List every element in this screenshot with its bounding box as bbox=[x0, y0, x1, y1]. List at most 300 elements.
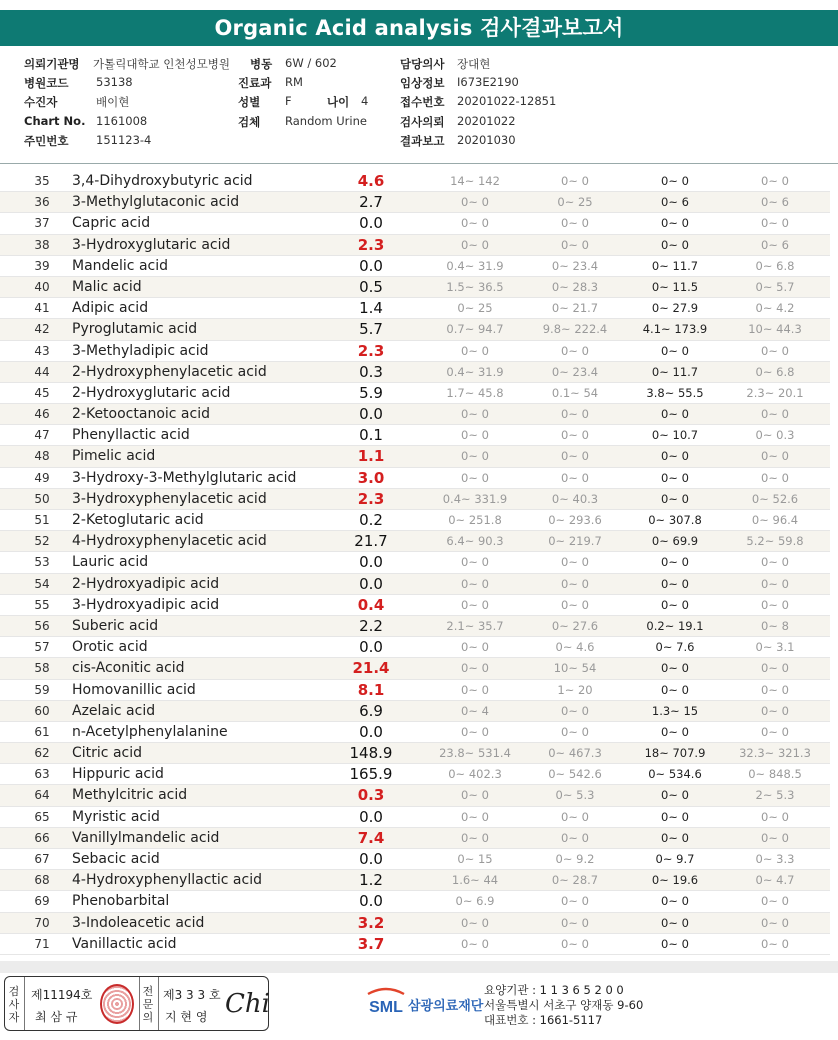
analyte-name: 3-Methylglutaconic acid bbox=[72, 194, 240, 211]
analyte-name: Capric acid bbox=[72, 215, 151, 232]
result-row bbox=[0, 192, 830, 213]
reference-range-1: 0~ 251.8 bbox=[448, 513, 502, 527]
reference-range-2: 0~ 28.7 bbox=[551, 873, 599, 888]
analyte-number: 43 bbox=[34, 343, 50, 358]
analyte-name: Homovanillic acid bbox=[72, 681, 196, 698]
analyte-number: 54 bbox=[34, 576, 50, 591]
result-row bbox=[0, 870, 830, 891]
reference-range-3: 1.3~ 15 bbox=[651, 703, 699, 718]
reference-range-1: 0~ 0 bbox=[461, 195, 489, 210]
reference-range-4: 0~ 6 bbox=[761, 237, 789, 252]
reference-range-4: 0~ 0 bbox=[761, 936, 789, 951]
result-value: 1.4 bbox=[359, 299, 383, 318]
analyte-name: 3-Methyladipic acid bbox=[72, 342, 209, 359]
analyte-number: 38 bbox=[34, 237, 50, 252]
reference-range-2: 0~ 21.7 bbox=[551, 301, 599, 316]
analyte-number: 37 bbox=[34, 216, 50, 231]
reference-range-3: 0~ 0 bbox=[661, 830, 689, 845]
analyte-number: 68 bbox=[34, 873, 50, 888]
result-value: 3.0 bbox=[357, 468, 385, 487]
specimen-label: 검체 bbox=[238, 115, 261, 129]
result-row bbox=[0, 785, 830, 806]
organization-address: 서울특별시 서초구 양재동 9-60 bbox=[484, 998, 644, 1012]
handwritten-signature: Chi bbox=[225, 989, 270, 1019]
analyte-name: 2-Ketoglutaric acid bbox=[72, 512, 204, 528]
result-value: 2.3 bbox=[357, 235, 385, 254]
reference-range-1: 0~ 15 bbox=[457, 852, 493, 866]
analyte-name: Lauric acid bbox=[72, 554, 149, 571]
organization-phone: 대표번호 : 1661-5117 bbox=[484, 1013, 603, 1027]
receipt-value: 20201022-12851 bbox=[457, 94, 557, 108]
result-value: 2.7 bbox=[359, 193, 383, 212]
reference-range-2: 0~ 40.3 bbox=[551, 491, 599, 506]
analyte-number: 67 bbox=[34, 852, 50, 866]
reference-range-3: 0~ 0 bbox=[661, 470, 689, 485]
result-row bbox=[0, 637, 830, 658]
reference-range-3: 0~ 6 bbox=[661, 195, 689, 210]
signature-box bbox=[4, 976, 269, 1031]
result-row bbox=[0, 828, 830, 849]
reference-range-2: 0~ 0 bbox=[561, 936, 589, 951]
reference-range-4: 0~ 5.7 bbox=[755, 279, 795, 294]
result-value: 2.2 bbox=[359, 616, 383, 635]
reference-range-3: 0~ 0 bbox=[661, 407, 689, 422]
analyte-name: Adipic acid bbox=[72, 300, 149, 317]
reference-range-4: 0~ 4.7 bbox=[755, 873, 795, 888]
reference-range-3: 0~ 27.9 bbox=[651, 301, 699, 316]
reference-range-1: 0~ 0 bbox=[461, 936, 489, 951]
analyte-name: 3-Hydroxy-3-Methylglutaric acid bbox=[72, 469, 297, 486]
reference-range-2: 0~ 23.4 bbox=[551, 258, 599, 273]
reference-range-2: 0~ 25 bbox=[557, 195, 593, 210]
reference-range-3: 0~ 19.6 bbox=[651, 873, 699, 888]
reference-range-4: 0~ 6.8 bbox=[755, 258, 795, 273]
doctor-value: 장대현 bbox=[457, 57, 491, 71]
analyte-name: cis-Aconitic acid bbox=[72, 660, 185, 677]
reference-range-3: 0~ 0 bbox=[661, 682, 689, 697]
reference-range-1: 0~ 0 bbox=[461, 237, 489, 252]
department-label: 진료과 bbox=[238, 76, 272, 90]
doctor-label: 담당의사 bbox=[400, 57, 445, 71]
reference-range-3: 0~ 0 bbox=[661, 724, 689, 739]
result-value: 5.7 bbox=[359, 320, 383, 339]
reference-range-4: 0~ 4.2 bbox=[755, 301, 795, 316]
reference-range-4: 0~ 0 bbox=[761, 216, 789, 231]
analyte-number: 45 bbox=[34, 385, 50, 400]
reference-range-2: 0~ 0 bbox=[561, 894, 589, 909]
reference-range-3: 0~ 69.9 bbox=[651, 534, 699, 549]
request-date-label: 검사의뢰 bbox=[400, 115, 445, 129]
specialist-label: 전문의 bbox=[142, 985, 154, 1024]
result-row bbox=[0, 213, 830, 234]
result-value: 0.0 bbox=[359, 722, 383, 741]
reference-range-4: 0~ 0 bbox=[761, 915, 789, 930]
report-date-value: 20201030 bbox=[457, 133, 516, 147]
reference-range-1: 0~ 0 bbox=[461, 809, 489, 824]
reference-range-2: 0~ 0 bbox=[561, 470, 589, 485]
reference-range-3: 0~ 0 bbox=[661, 491, 689, 506]
info-divider bbox=[0, 163, 838, 164]
analyte-name: Methylcitric acid bbox=[72, 787, 188, 804]
reference-range-1: 0~ 0 bbox=[461, 343, 489, 358]
analyte-number: 49 bbox=[34, 470, 50, 485]
reference-range-3: 0~ 11.7 bbox=[651, 364, 699, 379]
analyte-name: Azelaic acid bbox=[72, 702, 156, 719]
analyte-number: 51 bbox=[34, 513, 50, 527]
analyte-number: 64 bbox=[34, 788, 50, 803]
analyte-number: 40 bbox=[34, 279, 50, 294]
result-value: 0.0 bbox=[359, 638, 383, 657]
reference-range-3: 0~ 11.5 bbox=[651, 279, 699, 294]
analyte-name: 3-Hydroxyglutaric acid bbox=[72, 236, 231, 253]
department-value: RM bbox=[285, 75, 303, 89]
result-row bbox=[0, 425, 830, 446]
analyte-name: 4-Hydroxyphenylacetic acid bbox=[72, 533, 267, 550]
analyte-name: Phenobarbital bbox=[72, 893, 170, 910]
analyte-number: 35 bbox=[34, 174, 50, 188]
reference-range-3: 0~ 0 bbox=[661, 174, 689, 188]
reference-range-1: 0~ 0 bbox=[461, 724, 489, 739]
reference-range-1: 0~ 0 bbox=[461, 597, 489, 612]
reference-range-2: 0~ 0 bbox=[561, 216, 589, 231]
reference-range-1: 0~ 6.9 bbox=[455, 894, 495, 909]
reference-range-2: 0~ 0 bbox=[561, 343, 589, 358]
reference-range-3: 0.2~ 19.1 bbox=[646, 618, 704, 633]
patient-label: 수진자 bbox=[24, 95, 58, 109]
analyte-number: 44 bbox=[34, 364, 50, 379]
reference-range-2: 0~ 0 bbox=[561, 407, 589, 422]
result-row bbox=[0, 362, 830, 383]
result-row bbox=[0, 235, 830, 256]
analyte-number: 46 bbox=[34, 407, 50, 422]
result-value: 0.0 bbox=[359, 405, 383, 424]
result-row bbox=[0, 595, 830, 616]
reference-range-2: 0~ 0 bbox=[561, 555, 589, 570]
reference-range-3: 4.1~ 173.9 bbox=[642, 322, 708, 337]
resident-id-value: 151123-4 bbox=[96, 133, 152, 147]
reference-range-1: 2.1~ 35.7 bbox=[446, 618, 504, 633]
reference-range-2: 0~ 0 bbox=[561, 724, 589, 739]
reference-range-1: 0~ 0 bbox=[461, 449, 489, 464]
analyte-number: 71 bbox=[34, 936, 50, 951]
result-value: 0.3 bbox=[357, 786, 385, 805]
result-value: 1.2 bbox=[359, 871, 383, 890]
reference-range-3: 0~ 11.7 bbox=[651, 258, 699, 273]
result-row bbox=[0, 743, 830, 764]
hospital-code-value: 53138 bbox=[96, 75, 133, 89]
result-row bbox=[0, 934, 830, 955]
analyte-name: Myristic acid bbox=[72, 808, 160, 825]
reference-range-2: 0~ 467.3 bbox=[548, 746, 602, 761]
analyte-number: 57 bbox=[34, 640, 50, 655]
request-date-value: 20201022 bbox=[457, 114, 516, 128]
specimen-value: Random Urine bbox=[285, 114, 367, 128]
result-value: 4.6 bbox=[357, 172, 385, 190]
result-row bbox=[0, 171, 830, 192]
reference-range-4: 0~ 848.5 bbox=[748, 767, 802, 782]
reference-range-3: 0~ 0 bbox=[661, 597, 689, 612]
analyte-name: 2-Ketooctanoic acid bbox=[72, 406, 210, 423]
reference-range-4: 0~ 0 bbox=[761, 174, 789, 188]
reference-range-1: 14~ 142 bbox=[450, 174, 500, 188]
analyte-name: Vanillactic acid bbox=[72, 935, 177, 952]
analyte-name: Citric acid bbox=[72, 745, 142, 762]
reference-range-3: 0~ 0 bbox=[661, 661, 689, 676]
analyte-number: 47 bbox=[34, 428, 50, 443]
analyte-name: Phenyllactic acid bbox=[72, 427, 190, 444]
result-value: 0.4 bbox=[357, 595, 385, 614]
reference-range-4: 0~ 0 bbox=[761, 809, 789, 824]
result-value: 0.1 bbox=[359, 426, 383, 445]
result-row bbox=[0, 552, 830, 573]
chart-no-label: Chart No. bbox=[24, 114, 86, 128]
result-row bbox=[0, 764, 830, 785]
analyte-number: 36 bbox=[34, 195, 50, 210]
report-date-label: 결과보고 bbox=[400, 134, 445, 148]
reference-range-3: 0~ 0 bbox=[661, 216, 689, 231]
analyte-number: 42 bbox=[34, 322, 50, 337]
reference-range-4: 2.3~ 20.1 bbox=[746, 385, 804, 400]
result-value: 0.0 bbox=[359, 574, 383, 593]
reference-range-2: 1~ 20 bbox=[557, 682, 593, 697]
result-value: 8.1 bbox=[357, 680, 385, 699]
sml-logo-icon bbox=[364, 986, 408, 1016]
reference-range-1: 0~ 0 bbox=[461, 640, 489, 655]
reference-range-1: 0~ 0 bbox=[461, 428, 489, 443]
result-value: 21.7 bbox=[354, 532, 388, 551]
reference-range-1: 0~ 0 bbox=[461, 216, 489, 231]
analyte-name: Sebacic acid bbox=[72, 851, 160, 867]
analyte-number: 66 bbox=[34, 830, 50, 845]
reference-range-3: 0~ 10.7 bbox=[651, 428, 699, 443]
reference-range-1: 23.8~ 531.4 bbox=[439, 746, 511, 761]
reference-range-1: 0~ 0 bbox=[461, 830, 489, 845]
reference-range-4: 0~ 0 bbox=[761, 703, 789, 718]
analyte-number: 63 bbox=[34, 767, 50, 782]
institution-code: 요양기관 : 1 1 3 6 5 2 0 0 bbox=[484, 983, 624, 997]
analyte-name: 2-Hydroxyphenylacetic acid bbox=[72, 363, 267, 380]
reference-range-2: 0~ 0 bbox=[561, 449, 589, 464]
sex-value: F bbox=[285, 94, 292, 108]
reference-range-1: 1.7~ 45.8 bbox=[446, 385, 504, 400]
result-row bbox=[0, 913, 830, 934]
reference-range-2: 0~ 0 bbox=[561, 915, 589, 930]
reference-range-2: 0~ 27.6 bbox=[551, 618, 599, 633]
result-value: 148.9 bbox=[349, 744, 393, 763]
result-value: 0.5 bbox=[359, 277, 383, 296]
reference-range-1: 0~ 0 bbox=[461, 682, 489, 697]
analyte-name: Hippuric acid bbox=[72, 766, 164, 783]
result-value: 5.9 bbox=[359, 383, 383, 402]
reference-range-1: 0~ 0 bbox=[461, 555, 489, 570]
result-value: 0.3 bbox=[359, 362, 383, 381]
result-value: 0.0 bbox=[359, 553, 383, 572]
analyte-name: Pyroglutamic acid bbox=[72, 321, 198, 338]
reference-range-4: 0~ 0 bbox=[761, 555, 789, 570]
reference-range-2: 0~ 0 bbox=[561, 174, 589, 188]
organization-contact bbox=[484, 983, 643, 1028]
analyte-name: 2-Hydroxyglutaric acid bbox=[72, 384, 231, 401]
reference-range-1: 0.7~ 94.7 bbox=[446, 322, 504, 337]
reference-range-4: 0~ 3.3 bbox=[755, 852, 795, 866]
reference-range-4: 10~ 44.3 bbox=[748, 322, 802, 337]
reference-range-1: 0.4~ 31.9 bbox=[446, 258, 504, 273]
result-value: 1.1 bbox=[357, 447, 385, 466]
result-value: 0.0 bbox=[359, 256, 383, 275]
patient-value: 배이현 bbox=[96, 95, 130, 109]
age-value: 4 bbox=[361, 94, 369, 108]
reference-range-2: 0~ 542.6 bbox=[548, 767, 602, 782]
result-row bbox=[0, 256, 830, 277]
result-value: 2.3 bbox=[357, 489, 385, 508]
result-row bbox=[0, 510, 830, 531]
analyte-number: 61 bbox=[34, 724, 50, 739]
reference-range-1: 0~ 0 bbox=[461, 915, 489, 930]
analyte-name: Pimelic acid bbox=[72, 448, 156, 465]
reference-range-2: 0~ 0 bbox=[561, 576, 589, 591]
reference-range-2: 0~ 293.6 bbox=[548, 513, 602, 527]
analyte-name: 2-Hydroxyadipic acid bbox=[72, 575, 220, 592]
analyte-number: 55 bbox=[34, 597, 50, 612]
reference-range-2: 0~ 0 bbox=[561, 809, 589, 824]
divider bbox=[139, 977, 140, 1030]
resident-id-label: 주민번호 bbox=[24, 134, 69, 148]
specialist-number: 제3 3 3 호 bbox=[163, 988, 221, 1002]
ward-value: 6W / 602 bbox=[285, 56, 337, 70]
reference-range-4: 0~ 0 bbox=[761, 407, 789, 422]
analyte-number: 58 bbox=[34, 661, 50, 676]
reference-range-1: 1.5~ 36.5 bbox=[446, 279, 504, 294]
reference-range-3: 0~ 0 bbox=[661, 936, 689, 951]
reference-range-4: 2~ 5.3 bbox=[755, 788, 795, 803]
analyte-number: 62 bbox=[34, 746, 50, 761]
official-seal bbox=[100, 984, 134, 1024]
analyte-name: Malic acid bbox=[72, 278, 142, 295]
result-row bbox=[0, 531, 830, 552]
reference-range-3: 0~ 0 bbox=[661, 343, 689, 358]
result-row bbox=[0, 574, 830, 595]
reference-range-3: 0~ 9.7 bbox=[655, 852, 695, 866]
analyte-number: 59 bbox=[34, 682, 50, 697]
analyte-number: 50 bbox=[34, 491, 50, 506]
result-value: 0.0 bbox=[359, 850, 383, 868]
inspector-name: 최 삼 규 bbox=[35, 1010, 78, 1024]
analyte-name: 3-Hydroxyadipic acid bbox=[72, 596, 220, 613]
reference-range-1: 0.4~ 331.9 bbox=[442, 491, 508, 506]
analyte-number: 60 bbox=[34, 703, 50, 718]
reference-range-2: 0~ 0 bbox=[561, 428, 589, 443]
reference-range-4: 0~ 96.4 bbox=[751, 513, 799, 527]
hospital-code-label: 병원코드 bbox=[24, 76, 69, 90]
reference-range-2: 0.1~ 54 bbox=[551, 385, 599, 400]
reference-range-2: 0~ 0 bbox=[561, 237, 589, 252]
reference-range-3: 0~ 0 bbox=[661, 809, 689, 824]
reference-range-4: 0~ 0 bbox=[761, 470, 789, 485]
inspector-label: 검사자 bbox=[8, 985, 20, 1024]
reference-range-1: 0.4~ 31.9 bbox=[446, 364, 504, 379]
analyte-number: 41 bbox=[34, 301, 50, 316]
reference-range-2: 0~ 28.3 bbox=[551, 279, 599, 294]
result-value: 0.0 bbox=[359, 892, 383, 911]
result-row bbox=[0, 298, 830, 319]
result-value: 2.3 bbox=[357, 341, 385, 360]
reference-range-4: 0~ 0.3 bbox=[755, 428, 795, 443]
result-value: 7.4 bbox=[357, 828, 385, 847]
result-row bbox=[0, 404, 830, 425]
reference-range-3: 0~ 0 bbox=[661, 576, 689, 591]
reference-range-4: 0~ 0 bbox=[761, 661, 789, 676]
divider bbox=[24, 977, 25, 1030]
reference-range-2: 0~ 0 bbox=[561, 597, 589, 612]
reference-range-4: 32.3~ 321.3 bbox=[739, 746, 811, 761]
reference-range-1: 0~ 25 bbox=[457, 301, 493, 316]
institution-value: 가톨릭대학교 인천성모병원 bbox=[93, 57, 230, 71]
reference-range-1: 0~ 4 bbox=[461, 703, 489, 718]
reference-range-4: 0~ 6 bbox=[761, 195, 789, 210]
reference-range-2: 10~ 54 bbox=[553, 661, 597, 676]
reference-range-3: 3.8~ 55.5 bbox=[646, 385, 704, 400]
specialist-name: 지 현 영 bbox=[165, 1010, 208, 1024]
divider bbox=[158, 977, 159, 1030]
analyte-number: 53 bbox=[34, 555, 50, 570]
result-row bbox=[0, 446, 830, 467]
reference-range-2: 9.8~ 222.4 bbox=[542, 322, 608, 337]
analyte-number: 52 bbox=[34, 534, 50, 549]
reference-range-2: 0~ 9.2 bbox=[555, 852, 595, 866]
reference-range-1: 6.4~ 90.3 bbox=[446, 534, 504, 549]
analyte-number: 39 bbox=[34, 258, 50, 273]
reference-range-4: 0~ 0 bbox=[761, 576, 789, 591]
reference-range-2: 0~ 0 bbox=[561, 830, 589, 845]
analyte-name: 3-Hydroxyphenylacetic acid bbox=[72, 490, 267, 507]
analyte-name: n-Acetylphenylalanine bbox=[72, 723, 228, 740]
result-row bbox=[0, 383, 830, 404]
result-row bbox=[0, 616, 830, 637]
reference-range-3: 0~ 0 bbox=[661, 237, 689, 252]
reference-range-4: 0~ 0 bbox=[761, 449, 789, 464]
reference-range-4: 0~ 0 bbox=[761, 343, 789, 358]
reference-range-2: 0~ 23.4 bbox=[551, 364, 599, 379]
reference-range-4: 0~ 8 bbox=[761, 618, 789, 633]
chart-no-value: 1161008 bbox=[96, 114, 148, 128]
result-row bbox=[0, 722, 830, 743]
result-value: 0.2 bbox=[359, 511, 383, 529]
reference-range-4: 5.2~ 59.8 bbox=[746, 534, 804, 549]
result-row bbox=[0, 680, 830, 701]
result-value: 21.4 bbox=[352, 659, 390, 678]
age-label: 나이 bbox=[327, 95, 350, 109]
reference-range-3: 18~ 707.9 bbox=[644, 746, 706, 761]
result-row bbox=[0, 891, 830, 912]
reference-range-3: 0~ 0 bbox=[661, 788, 689, 803]
reference-range-1: 0~ 402.3 bbox=[448, 767, 502, 782]
analyte-number: 56 bbox=[34, 618, 50, 633]
reference-range-4: 0~ 52.6 bbox=[751, 491, 799, 506]
analyte-name: Mandelic acid bbox=[72, 257, 169, 274]
report-title: Organic Acid analysis 검사결과보고서 bbox=[0, 10, 838, 46]
reference-range-2: 0~ 219.7 bbox=[548, 534, 602, 549]
reference-range-3: 0~ 0 bbox=[661, 915, 689, 930]
result-row bbox=[0, 849, 830, 870]
result-row bbox=[0, 277, 830, 298]
reference-range-3: 0~ 307.8 bbox=[648, 513, 702, 527]
reference-range-1: 0~ 0 bbox=[461, 788, 489, 803]
reference-range-3: 0~ 0 bbox=[661, 894, 689, 909]
result-value: 0.0 bbox=[359, 807, 383, 826]
organization-name: 삼광의료재단 bbox=[408, 999, 484, 1014]
result-row bbox=[0, 489, 830, 510]
reference-range-4: 0~ 6.8 bbox=[755, 364, 795, 379]
